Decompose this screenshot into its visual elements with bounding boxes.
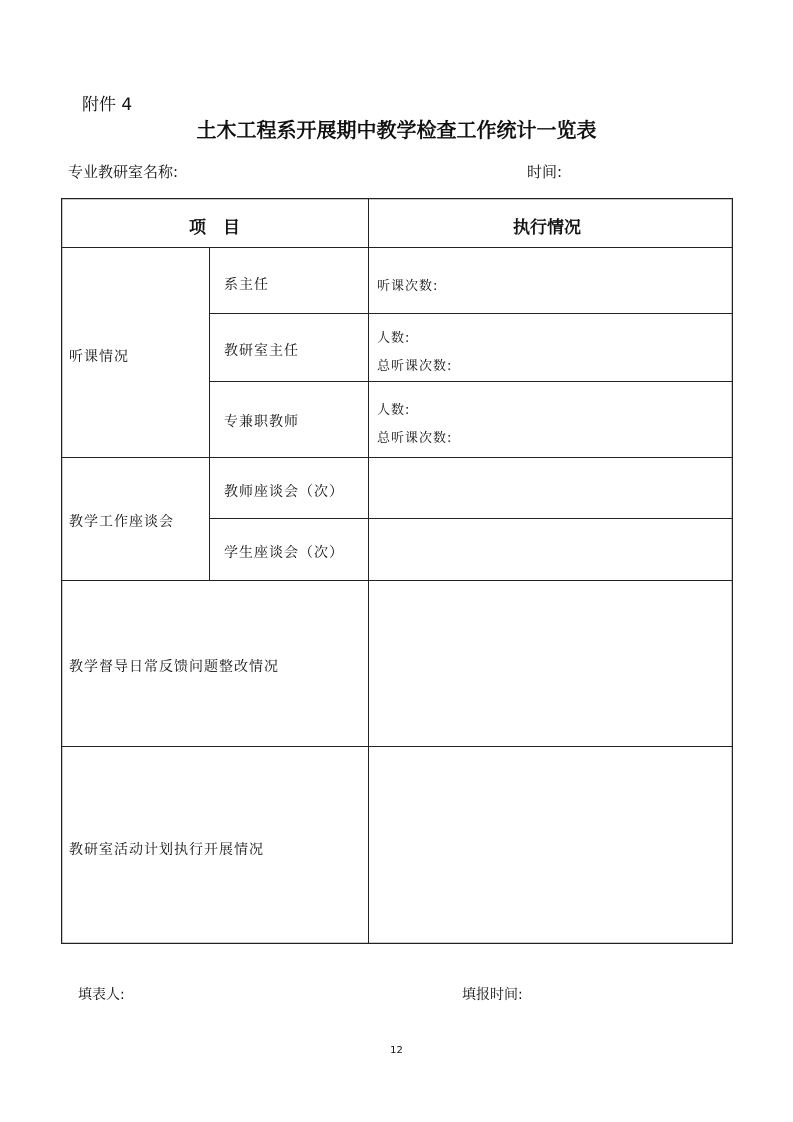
office-director-total-field[interactable]: 总听课次数: [377,359,453,374]
header-item: 项 目 [189,218,240,238]
role-dept-head: 系主任 [224,277,269,293]
meeting-label: 教学工作座谈会 [69,514,174,530]
role-student-meeting: 学生座谈会（次） [224,545,344,561]
page-title: 土木工程系开展期中教学检查工作统计一览表 [196,118,597,142]
activity-label: 教研室活动计划执行开展情况 [69,842,264,858]
teachers-total-field[interactable]: 总听课次数: [377,431,453,446]
role-teachers: 专兼职教师 [224,414,299,430]
time-label: 时间: [527,163,563,181]
role-teacher-meeting: 教师座谈会（次） [224,484,344,500]
dept-head-count-field[interactable]: 听课次数: [377,279,439,294]
annex-label: 附件 4 [82,95,133,115]
department-label: 专业教研室名称: [68,163,179,181]
filler-label: 填表人: [78,987,125,1003]
office-director-people-field[interactable]: 人数: [377,331,411,346]
table-grid [61,198,733,944]
teachers-people-field[interactable]: 人数: [377,403,411,418]
header-status: 执行情况 [513,218,581,238]
inspection-form-table [61,198,733,944]
supervision-label: 教学督导日常反馈问题整改情况 [69,659,279,675]
role-office-director: 教研室主任 [224,343,299,359]
page-number: 12 [390,1045,403,1056]
listening-label: 听课情况 [69,349,129,365]
fill-time-label: 填报时间: [462,987,523,1003]
